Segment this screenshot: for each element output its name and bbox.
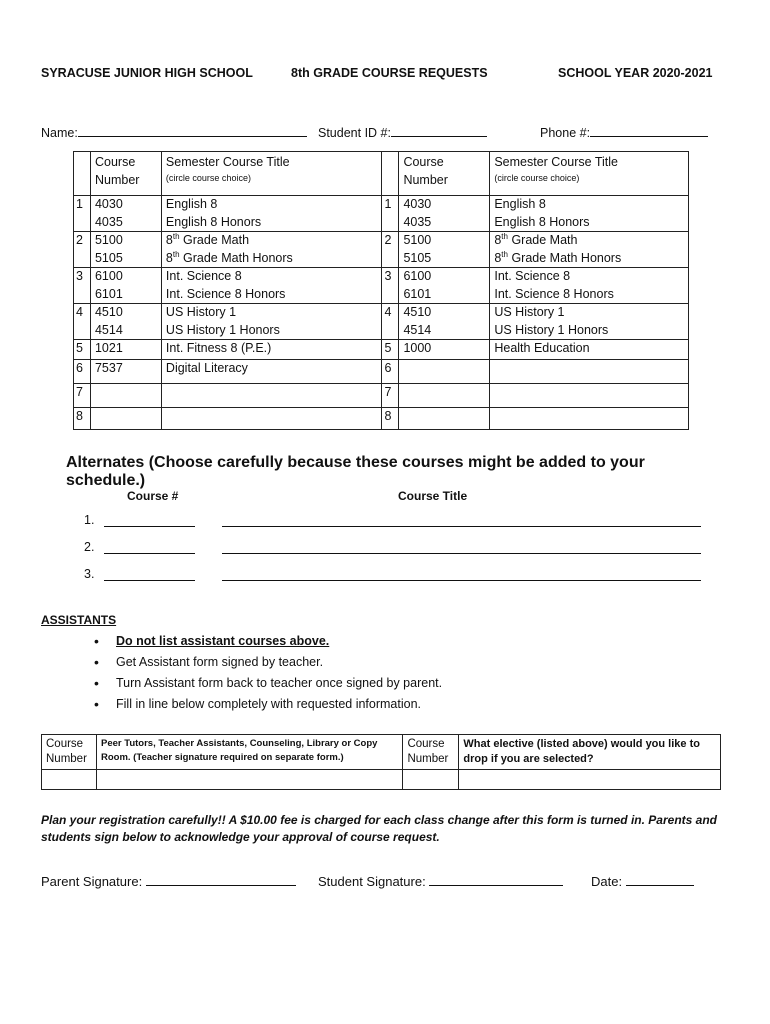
header-course-number: Course Number: [90, 152, 161, 196]
course-title-option[interactable]: English 8 Honors: [165, 214, 262, 229]
course-title-cell[interactable]: [490, 408, 689, 430]
name-field[interactable]: [41, 126, 307, 140]
header-blank: [74, 152, 91, 196]
course-title-cell[interactable]: [490, 268, 689, 304]
student-signature-label: Student Signature:: [318, 874, 426, 889]
course-title-option[interactable]: Int. Science 8: [494, 269, 571, 283]
course-code: 4035: [94, 214, 123, 229]
header-course-title: Semester Course Title (circle course choice): [490, 152, 689, 196]
school-year: SCHOOL YEAR 2020-2021: [558, 66, 713, 80]
student-id-label: Student ID #:: [318, 126, 391, 140]
drop-elective-cell[interactable]: [459, 770, 721, 790]
row-number: 8: [74, 408, 91, 430]
assistant-role-header: Peer Tutors, Teacher Assistants, Counseling, Library or Copy Room. (Teacher signature required on separate form.): [96, 735, 402, 770]
course-title-option[interactable]: US History 1 Honors: [494, 322, 609, 337]
header-course-number: Course Number: [399, 152, 490, 196]
course-number-cell: [399, 268, 490, 304]
alternate-number: 2.: [84, 540, 95, 554]
row-number: 2: [74, 232, 91, 268]
course-title-option[interactable]: Int. Science 8: [165, 269, 242, 283]
course-row: [74, 340, 689, 360]
row-number: 6: [74, 360, 91, 384]
course-title-cell[interactable]: [490, 304, 689, 340]
date-field[interactable]: [591, 874, 694, 889]
alternate-number: 3.: [84, 567, 95, 581]
course-code: 5100: [94, 233, 123, 247]
course-number-cell: [90, 360, 161, 384]
row-number: 3: [74, 268, 91, 304]
course-code: 6100: [403, 269, 432, 283]
course-title-option[interactable]: Digital Literacy: [165, 361, 248, 375]
instruction-item: • Turn Assistant form back to teacher once signed by parent.: [94, 673, 694, 694]
alternate-row-1[interactable]: [84, 513, 94, 527]
course-title-cell[interactable]: [161, 408, 382, 430]
assistant-course-number-cell[interactable]: [42, 770, 97, 790]
alternate-course-line[interactable]: [104, 526, 195, 527]
course-title-cell[interactable]: [490, 384, 689, 408]
row-number: 8: [382, 408, 399, 430]
course-code: 4030: [403, 197, 432, 211]
course-row: [74, 196, 689, 232]
student-signature-field[interactable]: [318, 874, 563, 889]
name-label: Name:: [41, 126, 78, 140]
course-number-cell: [399, 360, 490, 384]
course-code: 4030: [94, 197, 123, 211]
course-title-cell[interactable]: [490, 232, 689, 268]
course-code: 4510: [403, 305, 432, 319]
instruction-item: • Do not list assistant courses above.: [94, 631, 694, 652]
course-code: 1021: [94, 341, 123, 355]
alternate-title-line[interactable]: [222, 526, 701, 527]
alternate-course-line[interactable]: [104, 580, 195, 581]
course-number-cell: [90, 268, 161, 304]
school-name: SYRACUSE JUNIOR HIGH SCHOOL: [41, 66, 253, 80]
course-title-option[interactable]: Int. Science 8 Honors: [165, 286, 286, 301]
course-number-cell: [399, 304, 490, 340]
course-number-cell: [90, 304, 161, 340]
course-title-cell[interactable]: [490, 196, 689, 232]
course-title-cell[interactable]: [161, 340, 382, 360]
row-number: 1: [382, 196, 399, 232]
course-title-option[interactable]: English 8 Honors: [494, 214, 590, 229]
course-code: 4510: [94, 305, 123, 319]
assistant-table: [41, 734, 721, 790]
alternate-row-3[interactable]: [84, 567, 94, 581]
registration-notice: Plan your registration carefully!! A $10.00 fee is charged for each class change after this form is turned in. Parents and students sign below to acknowledge your approval of course request.: [41, 813, 717, 844]
drop-elective-header: What elective (listed above) would you like to drop if you are selected?: [459, 735, 721, 770]
phone-label: Phone #:: [540, 126, 591, 140]
course-code: 5105: [403, 250, 432, 265]
header-course-title: Semester Course Title (circle course choice): [161, 152, 382, 196]
alternate-number: 1.: [84, 513, 95, 527]
assistant-entry-row: [42, 770, 721, 790]
parent-signature-field[interactable]: [41, 874, 296, 889]
course-title-cell[interactable]: [161, 196, 382, 232]
course-title-cell[interactable]: [161, 384, 382, 408]
course-number-cell: [90, 408, 161, 430]
course-title-cell[interactable]: [161, 360, 382, 384]
course-code: 6101: [94, 286, 123, 301]
course-title-option[interactable]: English 8: [165, 197, 218, 211]
row-number: 7: [74, 384, 91, 408]
course-code: 6100: [94, 269, 123, 283]
alternates-heading: Alternates (Choose carefully because these courses might be added to your schedule.): [66, 454, 645, 489]
student-id-field[interactable]: [318, 126, 487, 140]
drop-course-number-cell[interactable]: [403, 770, 459, 790]
instruction-item: • Fill in line below completely with requested information.: [94, 694, 694, 715]
alternates-course-col: Course #: [127, 489, 179, 503]
course-code: 4514: [403, 322, 432, 337]
row-number: 3: [382, 268, 399, 304]
course-code: 6101: [403, 286, 432, 301]
course-title-cell[interactable]: [161, 304, 382, 340]
course-row: [74, 304, 689, 340]
course-code: 5100: [403, 233, 432, 247]
row-number: 5: [382, 340, 399, 360]
course-code: 5105: [94, 250, 123, 265]
course-code: 1000: [403, 341, 432, 355]
course-code: 4514: [94, 322, 123, 337]
parent-signature-label: Parent Signature:: [41, 874, 143, 889]
course-row: [74, 360, 689, 384]
course-title-option[interactable]: US History 1: [165, 305, 237, 319]
course-number-cell: [399, 232, 490, 268]
assistant-header-row: [42, 735, 721, 770]
alternate-title-line[interactable]: [222, 553, 701, 554]
course-number-cell: [90, 340, 161, 360]
date-label: Date:: [591, 874, 623, 889]
course-title-option[interactable]: Int. Fitness 8 (P.E.): [165, 341, 272, 355]
course-row: [74, 384, 689, 408]
course-code: 4035: [403, 214, 432, 229]
course-title-option[interactable]: 8th Grade Math: [165, 231, 250, 247]
course-title-option[interactable]: Health Education: [494, 341, 590, 355]
assistants-heading: ASSISTANTS: [41, 613, 117, 627]
alternate-title-line[interactable]: [222, 580, 701, 581]
row-number: 4: [74, 304, 91, 340]
course-title-cell[interactable]: [161, 268, 382, 304]
course-title-option[interactable]: 8th Grade Math Honors: [494, 249, 622, 265]
course-row: [74, 268, 689, 304]
course-number-cell: [399, 340, 490, 360]
assistants-instructions: [94, 631, 694, 715]
course-number-cell: [399, 196, 490, 232]
drop-course-number-header: Course Number: [403, 735, 459, 770]
course-title-option[interactable]: US History 1 Honors: [165, 322, 280, 337]
row-number: 6: [382, 360, 399, 384]
assistant-course-number-header: Course Number: [42, 735, 97, 770]
course-title-option[interactable]: Int. Science 8 Honors: [494, 286, 614, 301]
instruction-item: • Get Assistant form signed by teacher.: [94, 652, 694, 673]
course-number-cell: [90, 384, 161, 408]
row-number: 7: [382, 384, 399, 408]
row-number: 4: [382, 304, 399, 340]
alternates-title-col: Course Title: [398, 489, 468, 503]
course-number-cell: [90, 196, 161, 232]
course-title-cell[interactable]: [161, 232, 382, 268]
course-title-option[interactable]: 8th Grade Math: [494, 231, 578, 247]
table-header-row: [74, 152, 689, 196]
alternate-course-line[interactable]: [104, 553, 195, 554]
course-title-cell[interactable]: [490, 360, 689, 384]
course-title-option[interactable]: English 8: [494, 197, 546, 211]
header-blank: [382, 152, 399, 196]
course-request-table: [73, 151, 689, 430]
course-row: [74, 408, 689, 430]
row-number: 5: [74, 340, 91, 360]
course-title-option[interactable]: US History 1: [494, 305, 565, 319]
course-code: 7537: [94, 361, 123, 375]
row-number: 1: [74, 196, 91, 232]
alternate-row-2[interactable]: [84, 540, 94, 554]
form-title: 8th GRADE COURSE REQUESTS: [291, 66, 488, 80]
course-title-cell[interactable]: [490, 340, 689, 360]
course-title-option[interactable]: 8th Grade Math Honors: [165, 249, 293, 265]
course-row: [74, 232, 689, 268]
phone-field[interactable]: [540, 126, 708, 140]
row-number: 2: [382, 232, 399, 268]
assistant-role-cell[interactable]: [96, 770, 402, 790]
course-number-cell: [399, 408, 490, 430]
course-number-cell: [90, 232, 161, 268]
course-number-cell: [399, 384, 490, 408]
